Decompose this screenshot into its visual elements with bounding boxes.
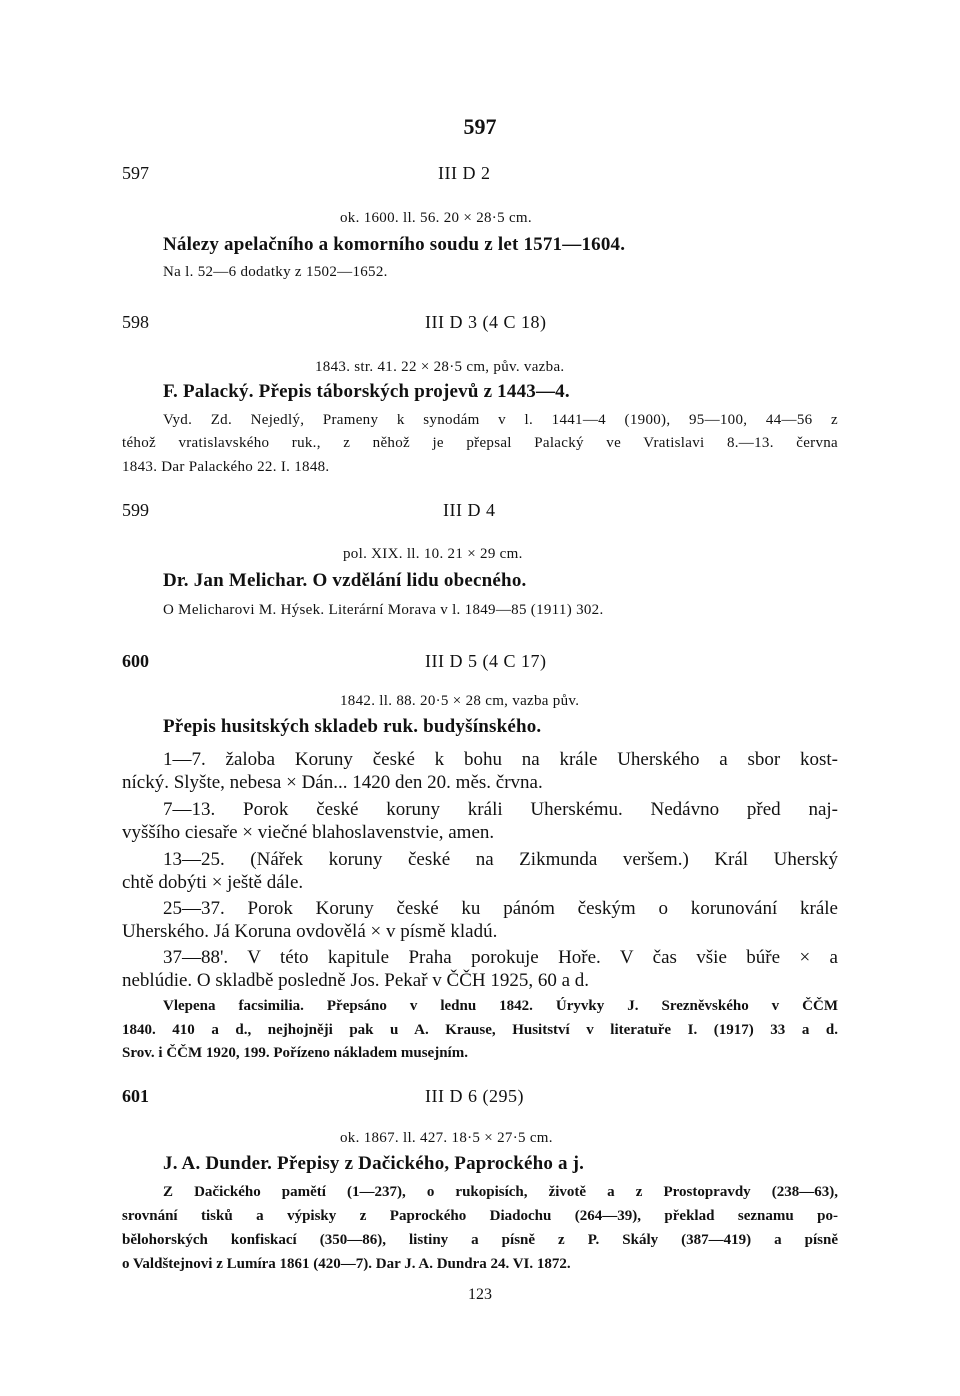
entry-note: bělohorských konfiskací (350—86), listiny a písně z P. Skály (387—419) a písně xyxy=(122,1232,838,1248)
entry-note: srovnání tisků a výpisky z Paprockého Diadochu (264—39), překlad seznamu po- xyxy=(122,1208,838,1224)
content-line: chtě dobýti × ještě dále. xyxy=(122,872,304,893)
entry-note: O Melicharovi M. Hýsek. Literární Morava v l. 1849—85 (1911) 302. xyxy=(163,602,604,618)
entry-number: 598 xyxy=(122,312,149,332)
entry-note: Na l. 52—6 dodatky z 1502—1652. xyxy=(163,264,388,280)
page-number: 597 xyxy=(463,114,497,139)
entry-title: F. Palacký. Přepis táborských projevů z 1443—4. xyxy=(163,381,570,402)
entry-number: 597 xyxy=(122,163,149,183)
entry-number: 600 xyxy=(122,651,149,671)
entry-title: J. A. Dunder. Přepisy z Dačického, Paprockého a j. xyxy=(163,1153,585,1174)
entry-signature: III D 4 xyxy=(443,500,496,520)
content-line: 25—37. Porok Koruny české ku pánóm českým o korunování krále xyxy=(163,898,838,919)
entry-signature: III D 2 xyxy=(438,163,491,183)
content-line: 37—88'. V této kapitule Praha porokuje Hoře. V čas všie búře × a xyxy=(163,947,838,968)
entry-number: 599 xyxy=(122,500,149,520)
entry-note: 1840. 410 a d., nejhojněji pak u A. Krause, Husitství v literatuře I. (1917) 33 a d. xyxy=(122,1022,838,1038)
content-line: 13—25. (Nářek koruny české na Zikmunda veršem.) Král Uherský xyxy=(163,849,838,870)
entry-note: Srov. i ČČM 1920, 199. Pořízeno nákladem musejním. xyxy=(122,1045,468,1061)
entry-note: téhož vratislavského ruk., z něhož je přepsal Palacký ve Vratislavi 8.—13. června xyxy=(122,435,838,451)
content-line: Uherského. Já Koruna ovdovělá × v písmě kladú. xyxy=(122,921,498,942)
content-line: nícký. Slyšte, nebesa × Dán... 1420 den 20. měs. črvna. xyxy=(122,772,543,793)
entry-note: 1843. Dar Palackého 22. I. 1848. xyxy=(122,459,330,475)
entry-note: Vlepena facsimilia. Přepsáno v lednu 1842. Úryvky J. Srezněvského v ČČM xyxy=(163,998,838,1014)
entry-meta: 1842. ll. 88. 20·5 × 28 cm, vazba pův. xyxy=(340,693,580,709)
entry-note: Z Dačického pamětí (1—237), o rukopisích, životě a z Prostopravdy (238—63), xyxy=(163,1184,838,1200)
entry-title: Nálezy apelačního a komorního soudu z let 1571—1604. xyxy=(163,234,626,255)
entry-meta: ok. 1600. ll. 56. 20 × 28·5 cm. xyxy=(340,210,532,226)
entry-meta: 1843. str. 41. 22 × 28·5 cm, pův. vazba. xyxy=(315,359,565,375)
entry-meta: pol. XIX. ll. 10. 21 × 29 cm. xyxy=(343,546,523,562)
entry-note: o Valdštejnovi z Lumíra 1861 (420—7). Dar J. A. Dundra 24. VI. 1872. xyxy=(122,1256,571,1272)
entry-signature: III D 5 (4 C 17) xyxy=(425,651,547,671)
content-line: neblúdie. O skladbě posledně Jos. Pekař v ČČH 1925, 60 a d. xyxy=(122,970,590,991)
entry-title: Dr. Jan Melichar. O vzdělání lidu obecného. xyxy=(163,570,527,591)
entry-note: Vyd. Zd. Nejedlý, Prameny k synodám v l. 1441—4 (1900), 95—100, 44—56 z xyxy=(163,412,838,428)
entry-number: 601 xyxy=(122,1086,149,1106)
content-line: 7—13. Porok české koruny králi Uherskému. Nedávno před naj- xyxy=(163,799,838,820)
entry-meta: ok. 1867. ll. 427. 18·5 × 27·5 cm. xyxy=(340,1130,553,1146)
entry-signature: III D 6 (295) xyxy=(425,1086,524,1106)
content-line: 1—7. žaloba Koruny české k bohu na krále Uherského a sbor kost- xyxy=(163,749,838,770)
content-line: vyššího ciesaře × viečné blahoslavenstvie, amen. xyxy=(122,822,495,843)
entry-signature: III D 3 (4 C 18) xyxy=(425,312,547,332)
entry-title: Přepis husitských skladeb ruk. budyšínského. xyxy=(163,716,542,737)
folio-number: 123 xyxy=(468,1286,492,1303)
